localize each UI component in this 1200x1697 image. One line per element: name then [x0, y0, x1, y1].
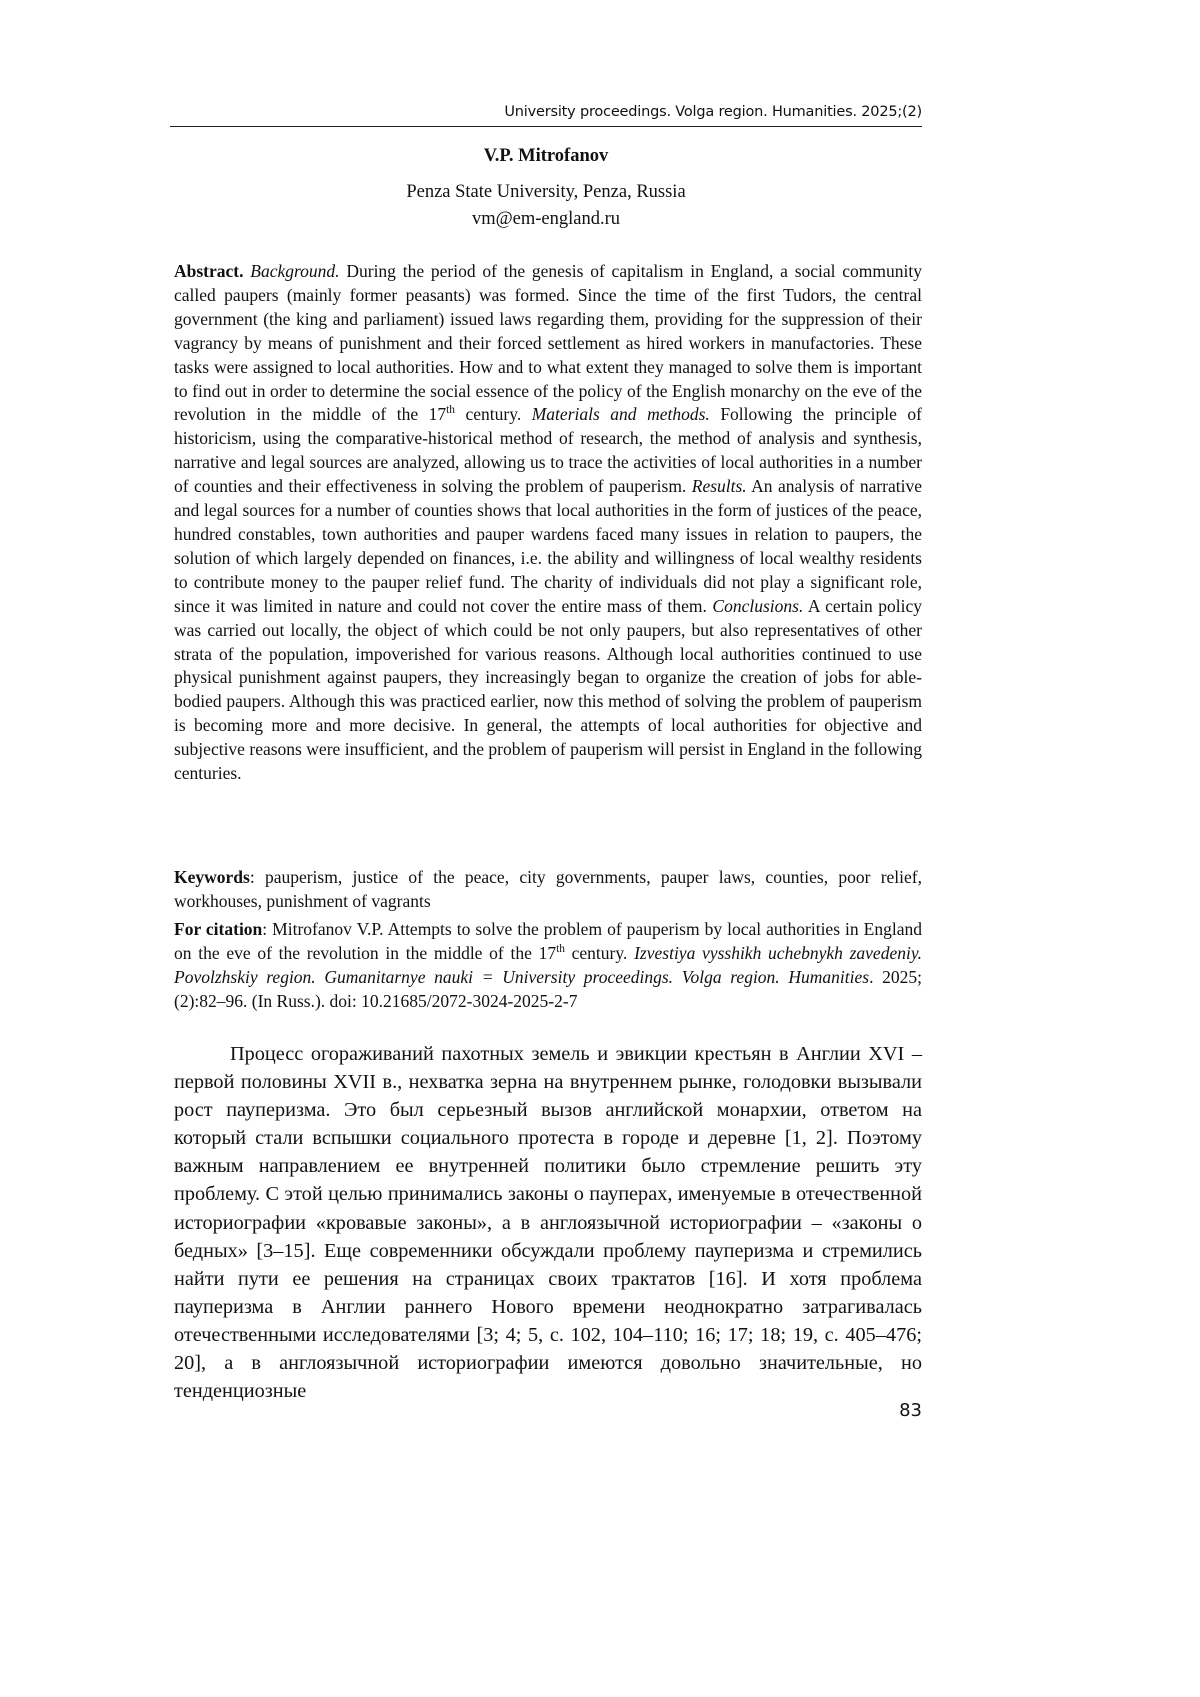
keywords [174, 866, 922, 914]
citation-text-2: century. [564, 942, 635, 963]
superscript-th: th [446, 404, 455, 417]
keywords-text: : pauperism, justice of the peace, city governments, pauper laws, counties, poor relief, workhouses, punishment of vagrants [174, 867, 922, 911]
background-label: Background. [250, 261, 340, 281]
running-header: University proceedings. Volga region. Humanities. 2025;(2) [504, 104, 922, 120]
citation-superscript-th: th [556, 943, 565, 956]
century-text: century. [454, 404, 532, 425]
body-paragraph: Процесс огораживаний пахотных земель и эвикции крестьян в Англии XVI – первой половины XVII в., нехватка зерна на внутреннем рынке, голодовки вызывали рост пауперизма. Это был серьезный вызов английской монархии, ответом на который стали вспышки социального протеста в городе и деревне [1, 2]. Поэтому важным направлением ее внутренней политики было стремление решить эту проблему. С этой целью принимались законы о пауперах, именуемые в отечественной историографии «кровавые законы», а в англоязычной историографии – «законы о бедных» [3–15]. Еще современники обсуждали проблему пауперизма и стремились найти пути ее решения на страницах своих трактатов [16]. И хотя проблема пауперизма в Англии раннего Нового времени неоднократно затрагивалась отечественными исследователями [3; 4; 5, с. 102, 104–110; 16; 17; 18; 19, с. 405–476; 20], а в англоязычной историографии имеются довольно значительные, но тенденциозные [174, 1043, 922, 1403]
affiliation: Penza State University, Penza, Russia [406, 182, 686, 202]
keywords-label: Keywords [174, 867, 250, 887]
citation-journal: Izvestiya vysshikh uchebnykh zavedeniy. Povolzhskiy region. Gumanitarnye nauki = University proceedings. Volga region. Humanities [174, 942, 922, 987]
citation [174, 918, 922, 1014]
author-name: V.P. Mitrofanov [483, 146, 609, 166]
citation-text-1: : Mitrofanov V.P. Attempts to solve the problem of pauperism by local authorities in England on the eve of the revolution in the middle of the 17 [174, 919, 922, 963]
citation-label: For citation [174, 919, 263, 939]
author-email: vm@em-england.ru [471, 209, 621, 229]
citation-text-3: . 2025;(2):82–96. (In Russ.). doi: 10.21685/2072-3024-2025-2-7 [174, 966, 922, 1011]
conclusions-text: A certain policy was carried out locally, the object of which could be not only paupers, but also representatives of other strata of the population, impoverished for various reasons. Although local authorities continued to use physical punishment against paupers, they increasingly began to organize the creation of jobs for able-bodied paupers. Although this was practiced earlier, now this method of solving the problem of pauperism is becoming more and more decisive. In general, the attempts of local authorities for objective and subjective reasons were insufficient, and the problem of pauperism will persist in England in the following centuries. [174, 595, 922, 784]
abstract-label: Abstract. [174, 261, 244, 281]
abstract [174, 260, 922, 786]
front-matter [170, 143, 922, 233]
methods-text: Following the principle of historicism, using the comparative-historical method of research, the method of analysis and synthesis, narrative and legal sources are analyzed, allowing us to trace the activities of local authorities in a number of counties and their effectiveness in solving the problem of pauperism. [174, 404, 922, 497]
page-number: 83 [899, 1400, 922, 1421]
background-text: During the period of the genesis of capitalism in England, a social community called paupers (mainly former peasants) was formed. Since the time of the first Tudors, the central government (the king and parliament) issued laws regarding them, providing for the suppression of their vagrancy by means of punishment and their forced settlement as hired workers in manufactories. These tasks were assigned to local authorities. How and to what extent they managed to solve them is important to find out in order to determine the social essence of the policy of the English monarchy on the eve of the revolution in the middle of the 17 [174, 261, 923, 425]
results-label: Results. [691, 476, 747, 497]
header-rule [170, 126, 922, 127]
methods-label: Materials and methods. [531, 404, 710, 425]
conclusions-label: Conclusions. [712, 595, 804, 616]
results-text: An analysis of narrative and legal sources for a number of counties shows that local authorities in the form of justices of the peace, hundred constables, town authorities and pauper wardens faced many issues in relation to paupers, the solution of which largely depended on finances, i.e. the ability and willingness of local wealthy residents to contribute money to the pauper relief fund. The charity of individuals did not play a significant role, since it was limited in nature and could not cover the entire mass of them. [174, 476, 922, 616]
